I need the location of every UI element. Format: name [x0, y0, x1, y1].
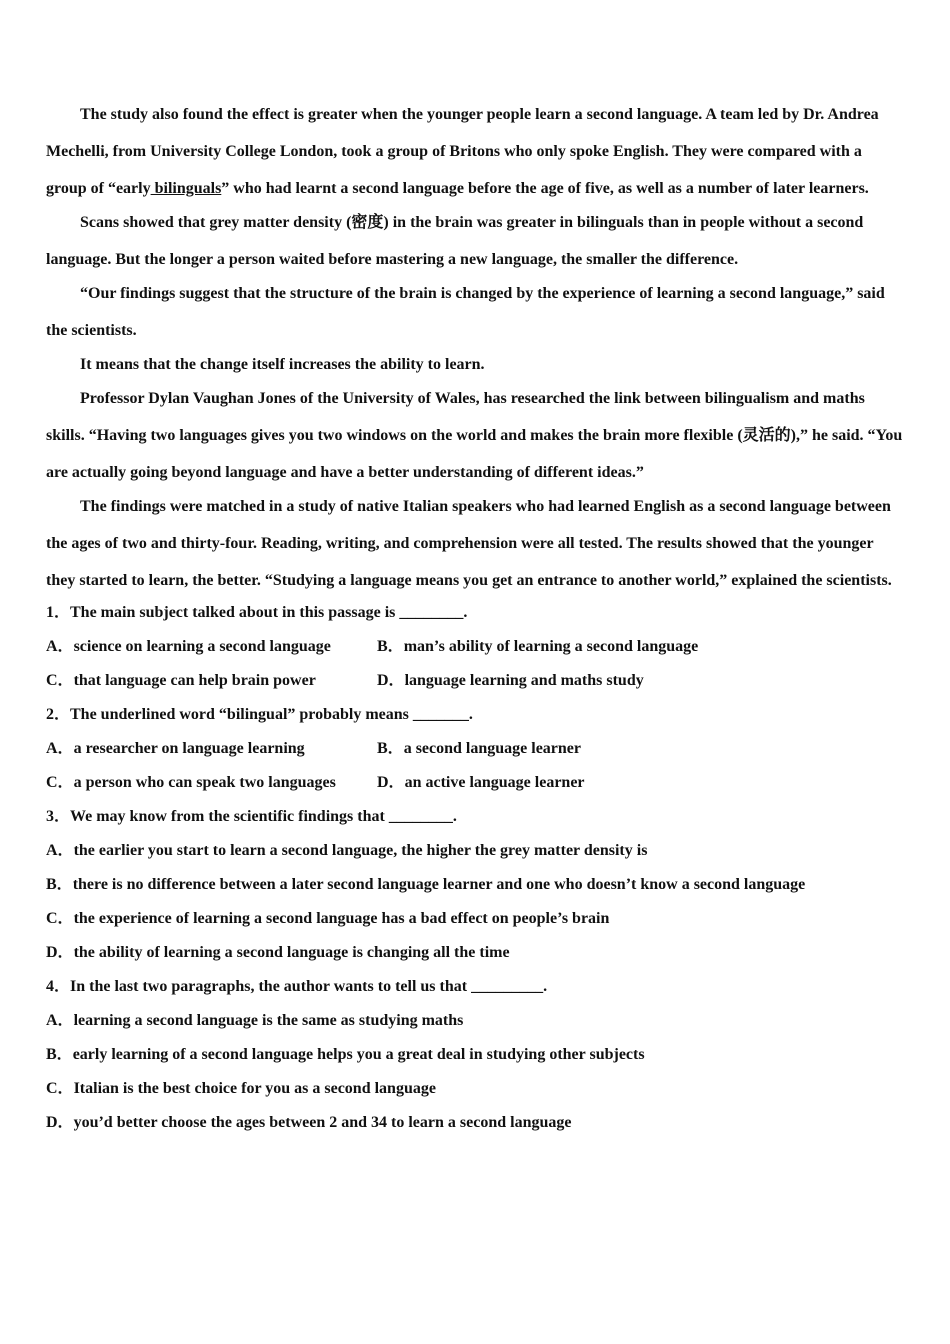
paragraph-1-text-after: ” who had learnt a second language before the age of five, as well as a number of later learners.	[221, 180, 869, 197]
document-page	[46, 96, 906, 1140]
option-text: a person who can speak two languages	[73, 774, 336, 791]
option-letter: C．	[46, 910, 74, 927]
option-text: a researcher on language learning	[73, 740, 305, 757]
question-2-option-d[interactable]	[377, 766, 585, 800]
option-text: the earlier you start to learn a second language, the higher the grey matter density is	[73, 842, 648, 859]
option-letter: B．	[377, 638, 404, 655]
question-1-stem: 1．The main subject talked about in this passage is ________.	[46, 604, 468, 621]
option-text: language learning and maths study	[404, 672, 644, 689]
option-letter: A．	[46, 638, 74, 655]
passage-paragraph-4: It means that the change itself increases the ability to learn.	[80, 356, 485, 373]
question-2-option-b[interactable]	[377, 732, 581, 766]
option-text: an active language learner	[404, 774, 585, 791]
question-1-option-c[interactable]	[46, 664, 377, 698]
option-text: early learning of a second language helps you a great deal in studying other subjects	[72, 1046, 645, 1063]
option-letter: B．	[377, 740, 404, 757]
passage-paragraph-1	[46, 96, 906, 207]
underlined-word-bilinguals: bilinguals	[150, 180, 222, 197]
option-letter: A．	[46, 1012, 74, 1029]
option-letter: A．	[46, 842, 74, 859]
question-2-options-row-2	[46, 766, 906, 800]
passage-paragraph-5: Professor Dylan Vaughan Jones of the University of Wales, has researched the link between bilingualism and maths skills. “Having two languages gives you two windows on the world and makes the brain more flexible (灵活的),” he said. “You are actually going beyond language and have a better understanding of different ideas.”	[46, 390, 903, 481]
question-2-stem: 2．The underlined word “bilingual” probably means _______.	[46, 706, 473, 723]
option-letter: D．	[377, 672, 405, 689]
question-3-stem: 3．We may know from the scientific findings that ________.	[46, 808, 457, 825]
question-1-option-d[interactable]	[377, 664, 644, 698]
question-2-option-c[interactable]	[46, 766, 377, 800]
question-4-option-c[interactable]	[46, 1072, 906, 1106]
question-3-option-c[interactable]	[46, 902, 906, 936]
question-4-option-d[interactable]	[46, 1106, 906, 1140]
question-3-option-a[interactable]	[46, 834, 906, 868]
question-1-option-a[interactable]	[46, 630, 377, 664]
option-letter: D．	[377, 774, 405, 791]
option-letter: C．	[46, 774, 74, 791]
option-text: that language can help brain power	[73, 672, 316, 689]
question-2-options-row-1	[46, 732, 906, 766]
paragraph-1-text-before: The study also found the effect is greater when the younger people learn a second language. A team led by Dr. Andrea Mechelli, from University College London, took a group of Britons who only spoke English. They were compared with a group of “early	[46, 106, 879, 197]
question-3-option-d[interactable]	[46, 936, 906, 970]
question-1-options-row-1	[46, 630, 906, 664]
passage-paragraph-2: Scans showed that grey matter density (密度) in the brain was greater in bilinguals than in people without a second language. But the longer a person waited before mastering a new language, the smaller the difference.	[46, 214, 864, 268]
question-1-option-b[interactable]	[377, 630, 698, 664]
option-text: the ability of learning a second language is changing all the time	[73, 944, 510, 961]
option-text: learning a second language is the same as studying maths	[73, 1012, 464, 1029]
option-text: there is no difference between a later second language learner and one who doesn’t know a second language	[72, 876, 806, 893]
option-text: a second language learner	[403, 740, 582, 757]
option-letter: C．	[46, 1080, 74, 1097]
option-letter: B．	[46, 876, 73, 893]
question-4-stem: 4．In the last two paragraphs, the author wants to tell us that _________.	[46, 978, 548, 995]
option-letter: B．	[46, 1046, 73, 1063]
option-text: science on learning a second language	[73, 638, 331, 655]
option-letter: C．	[46, 672, 74, 689]
question-4-option-a[interactable]	[46, 1004, 906, 1038]
option-text: man’s ability of learning a second language	[403, 638, 699, 655]
option-letter: A．	[46, 740, 74, 757]
option-letter: D．	[46, 944, 74, 961]
question-3-option-b[interactable]	[46, 868, 906, 902]
passage-paragraph-6: The findings were matched in a study of native Italian speakers who had learned English as a second language between the ages of two and thirty-four. Reading, writing, and comprehension were all tested. The results showed that the younger they started to learn, the better. “Studying a language means you get an entrance to another world,” explained the scientists.	[46, 498, 892, 589]
option-letter: D．	[46, 1114, 74, 1131]
option-text: you’d better choose the ages between 2 and 34 to learn a second language	[73, 1114, 572, 1131]
passage-paragraph-3: “Our findings suggest that the structure of the brain is changed by the experience of learning a second language,” said the scientists.	[46, 285, 885, 339]
question-4-option-b[interactable]	[46, 1038, 906, 1072]
question-2-option-a[interactable]	[46, 732, 377, 766]
option-text: the experience of learning a second language has a bad effect on people’s brain	[73, 910, 610, 927]
question-1-options-row-2	[46, 664, 906, 698]
option-text: Italian is the best choice for you as a second language	[73, 1080, 436, 1097]
